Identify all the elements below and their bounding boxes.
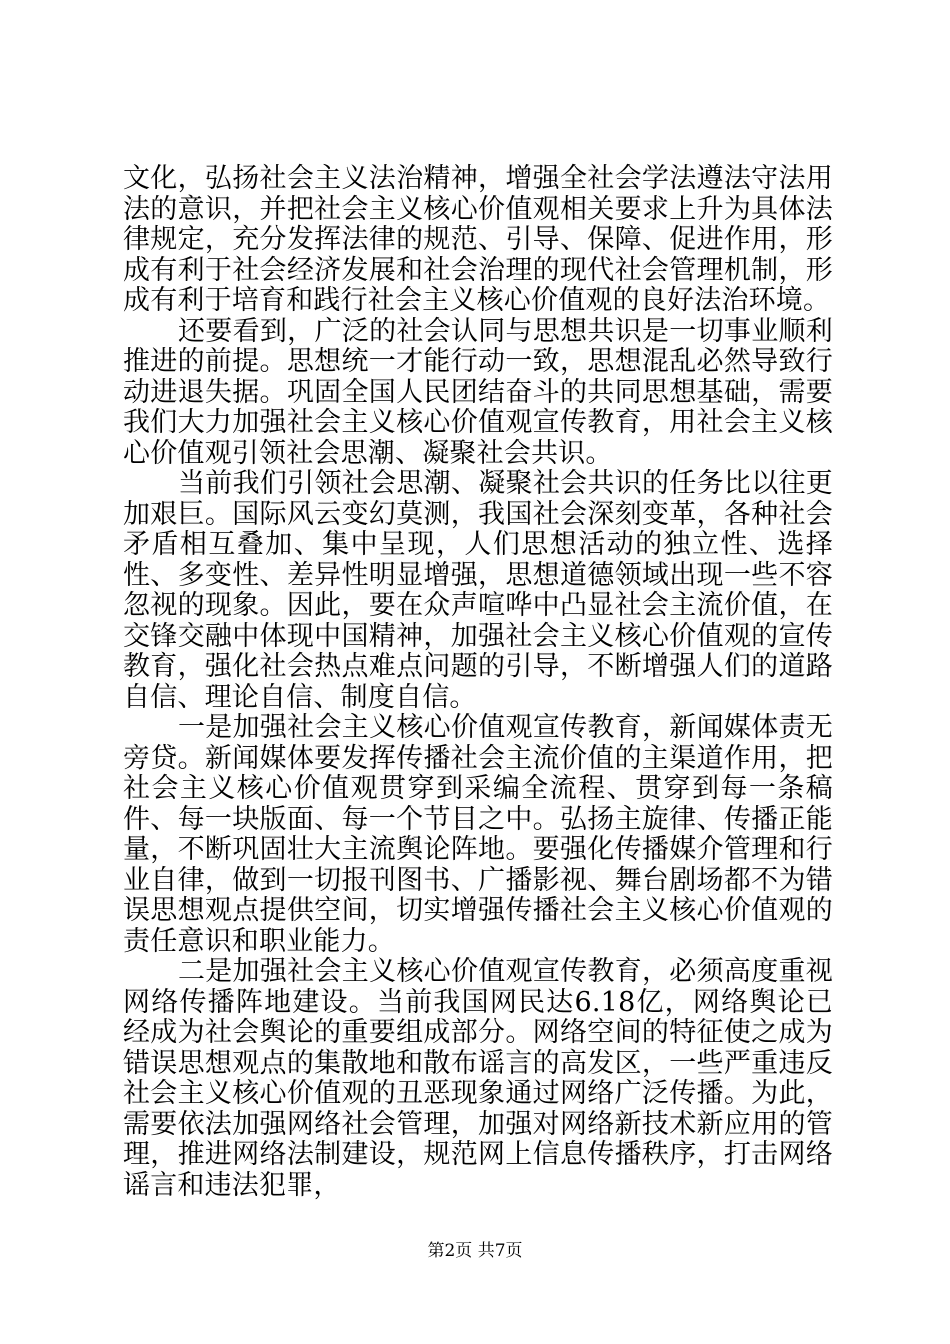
document-body: [123, 164, 833, 1201]
page-number-footer: 第2页 共7页: [427, 1241, 523, 1261]
paragraph-3: 当前我们引领社会思潮、凝聚社会共识的任务比以往更加艰巨。国际风云变幻莫测，我国社会深刻变革，各种社会矛盾相互叠加、集中呈现，人们思想活动的独立性、选择性、多变性、差异性明显增强，思想道德领域出现一些不容忽视的现象。因此，要在众声喧哗中凸显社会主流价值，在交锋交融中体现中国精神，加强社会主义核心价值观的宣传教育，强化社会热点难点问题的引导，不断增强人们的道路自信、理论自信、制度自信。: [123, 468, 833, 713]
paragraph-4: 一是加强社会主义核心价值观宣传教育，新闻媒体责无旁贷。新闻媒体要发挥传播社会主流价值的主渠道作用，把社会主义核心价值观贯穿到采编全流程、贯穿到每一条稿件、每一块版面、每一个节目之中。弘扬主旋律、传播正能量，不断巩固壮大主流舆论阵地。要强化传播媒介管理和行业自律，做到一切报刊图书、广播影视、舞台剧场都不为错误思想观点提供空间，切实增强传播社会主义核心价值观的责任意识和职业能力。: [123, 712, 833, 957]
paragraph-2: 还要看到，广泛的社会认同与思想共识是一切事业顺利推进的前提。思想统一才能行动一致，思想混乱必然导致行动进退失据。巩固全国人民团结奋斗的共同思想基础，需要我们大力加强社会主义核心价值观宣传教育，用社会主义核心价值观引领社会思潮、凝聚社会共识。: [123, 315, 833, 469]
paragraph-1: 文化，弘扬社会主义法治精神，增强全社会学法遵法守法用法的意识，并把社会主义核心价值观相关要求上升为具体法律规定，充分发挥法律的规范、引导、保障、促进作用，形成有利于社会经济发展和社会治理的现代社会管理机制，形成有利于培育和践行社会主义核心价值观的良好法治环境。: [123, 163, 833, 316]
paragraph-5: 二是加强社会主义核心价值观宣传教育，必须高度重视网络传播阵地建设。当前我国网民达6.18亿，网络舆论已经成为社会舆论的重要组成部分。网络空间的特征使之成为错误思想观点的集散地和散布谣言的高发区，一些严重违反社会主义核心价值观的丑恶现象通过网络广泛传播。为此，需要依法加强网络社会管理，加强对网络新技术新应用的管理，推进网络法制建设，规范网上信息传播秩序，打击网络谣言和违法犯罪，: [123, 956, 833, 1201]
